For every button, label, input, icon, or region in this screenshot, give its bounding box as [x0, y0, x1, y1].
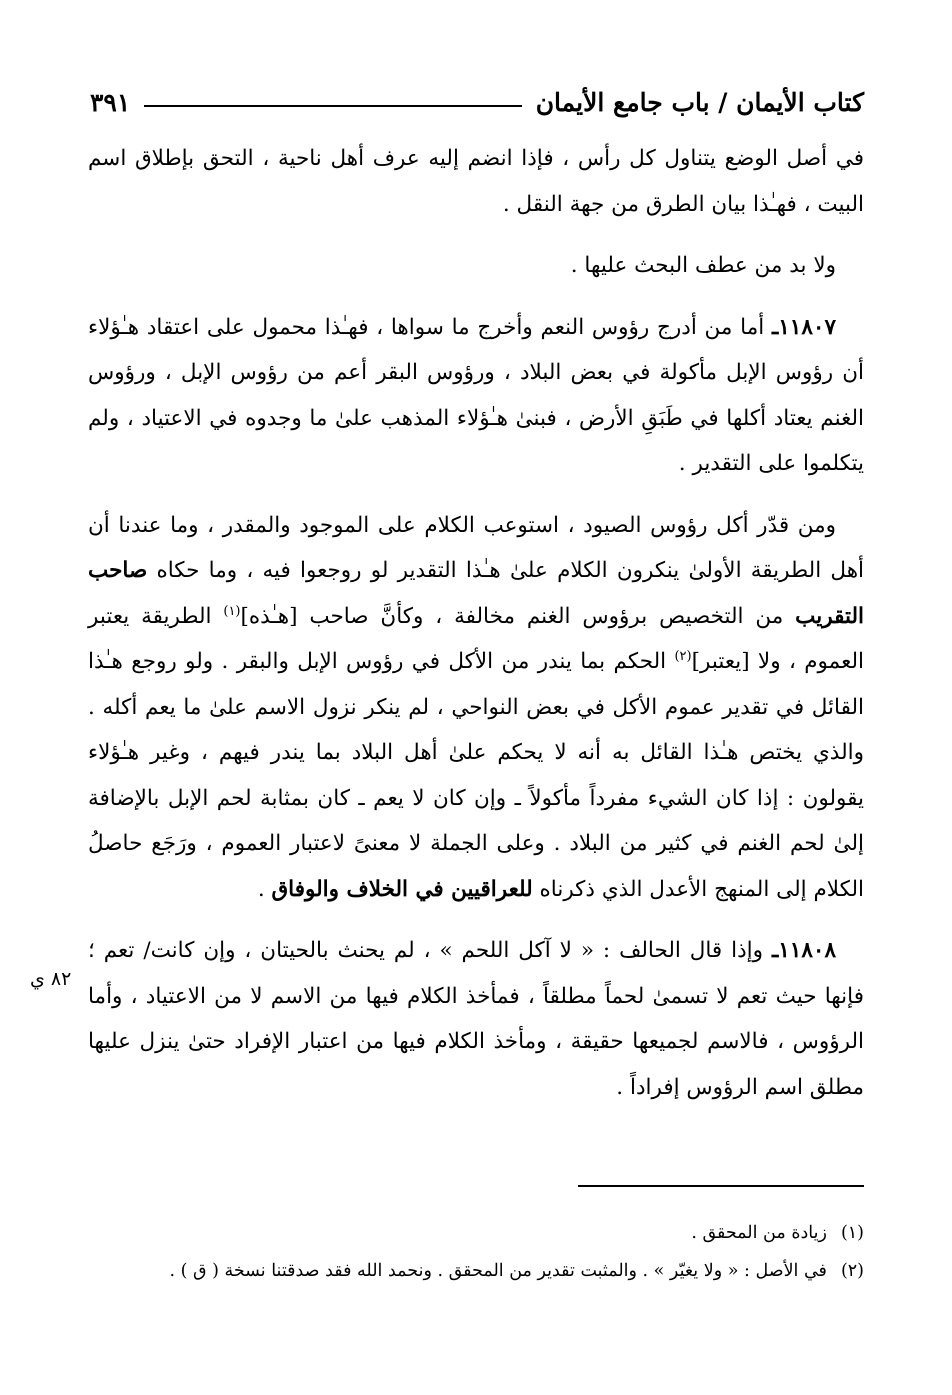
footnote-text: في الأصل : « ولا يغيّر » . والمثبت تقدير من المحقق . ونحمد الله فقد صدقتنا نسخة ( ق ) . — [169, 1261, 827, 1281]
paragraph-text: . — [257, 876, 272, 902]
manuscript-margin-note: ٨٢ ي — [30, 968, 72, 990]
footnote-divider — [578, 1185, 864, 1187]
paragraph-text: ومن قدّر أكل رؤوس الصيود ، استوعب الكلام على الموجود والمقدر ، وما عندنا أن أهل الطريقة الأولىٰ ينكرون الكلام علىٰ هـٰذا التقدير لو روجعوا فيه ، وما حكاه — [88, 512, 864, 583]
paragraph-text: أما من أدرج رؤوس النعم وأخرج ما سواها ، فهـٰذا محمول على اعتقاد هـٰؤلاء أن رؤوس الإبل مأكولة في بعض البلاد ، ورؤوس البقر أعم من رؤوس الإبل ، ورؤوس الغنم يعتاد أكلها في طَبَقِ الأرض ، فبنىٰ هـٰؤلاء المذهب علىٰ ما وجدوه في الاعتياد ، ولم يتكلموا على التقدير . — [88, 314, 864, 476]
paragraph-text: ولا بد من عطف البحث عليها . — [570, 253, 836, 278]
footnote-2 — [88, 1252, 864, 1290]
paragraph-text: من التخصيص برؤوس الغنم مخالفة ، وكأنَّ صاحب [هـٰذه] — [240, 603, 796, 629]
running-header — [90, 82, 864, 122]
footnote-number: (٢) — [840, 1261, 864, 1281]
paragraph-1 — [88, 136, 864, 227]
header-rule — [144, 105, 521, 107]
footnote-ref-1: (١) — [223, 603, 241, 619]
issue-number: ١١٨٠٨ـ — [771, 938, 836, 963]
footnote-text: زيادة من المحقق . — [691, 1223, 827, 1243]
paragraph-11807 — [88, 305, 864, 487]
paragraph-text: الطريقة يعتبر العموم ، ولا [يعتبر] — [88, 603, 864, 674]
paragraph-4 — [88, 503, 864, 913]
book-reference-taqrib: صاحب التقريب — [88, 558, 864, 629]
issue-number: ١١٨٠٧ـ — [771, 314, 836, 340]
header-title: كتاب الأيمان / باب جامع الأيمان — [535, 87, 864, 117]
book-reference-iraqiyyin: للعراقيين في الخلاف والوفاق — [271, 876, 533, 902]
paragraph-text: في أصل الوضع يتناول كل رأس ، فإذا انضم إليه عرف أهل ناحية ، التحق بإطلاق اسم البيت ، فهـٰذا بيان الطرق من جهة النقل . — [88, 146, 864, 217]
page-number: ٣٩١ — [90, 87, 131, 117]
paragraph-text: وإذا قال الحالف : « لا آكل اللحم » ، لم يحنث بالحيتان ، وإن كانت/ تعم ؛ فإنها حيث تعم لا تسمىٰ لحماً مطلقاً ، فمأخذ الكلام فيها من الاسم لا من الاعتياد ، وأما الرؤوس ، فالاسم لجميعها حقيقة ، ومأخذ الكلام فيها من اعتبار الإفراد حتىٰ ينزل عليها مطلق اسم الرؤوس إفراداً . — [88, 938, 864, 1100]
paragraph-2 — [88, 243, 864, 289]
footnote-ref-2: (٢) — [674, 648, 692, 664]
footnotes — [88, 1214, 864, 1290]
main-text — [88, 136, 864, 1110]
paragraph-text: الحكم بما يندر من الأكل في رؤوس الإبل والبقر . ولو روجع هـٰذا القائل في تقدير عموم الأكل في بعض النواحي ، لم ينكر نزول الاسم علىٰ ما يعم أكله . والذي يختص هـٰذا القائل به أنه لا يحكم علىٰ أهل البلاد بما يندر فيهم ، وغير هـٰؤلاء يقولون : إذا كان الشيء مفرداً مأكولاً ـ وإن كان لا يعم ـ كان بمثابة لحم الإبل بالإضافة إلىٰ لحم الغنم في كثير من البلاد . وعلى الجملة لا معنىً لاعتبار العموم ، ورَجَع حاصلُ الكلام إلى المنهج الأعدل الذي ذكرناه — [88, 649, 864, 902]
footnote-1 — [88, 1214, 864, 1252]
footnote-number: (١) — [840, 1223, 864, 1243]
paragraph-11808 — [88, 928, 864, 1110]
